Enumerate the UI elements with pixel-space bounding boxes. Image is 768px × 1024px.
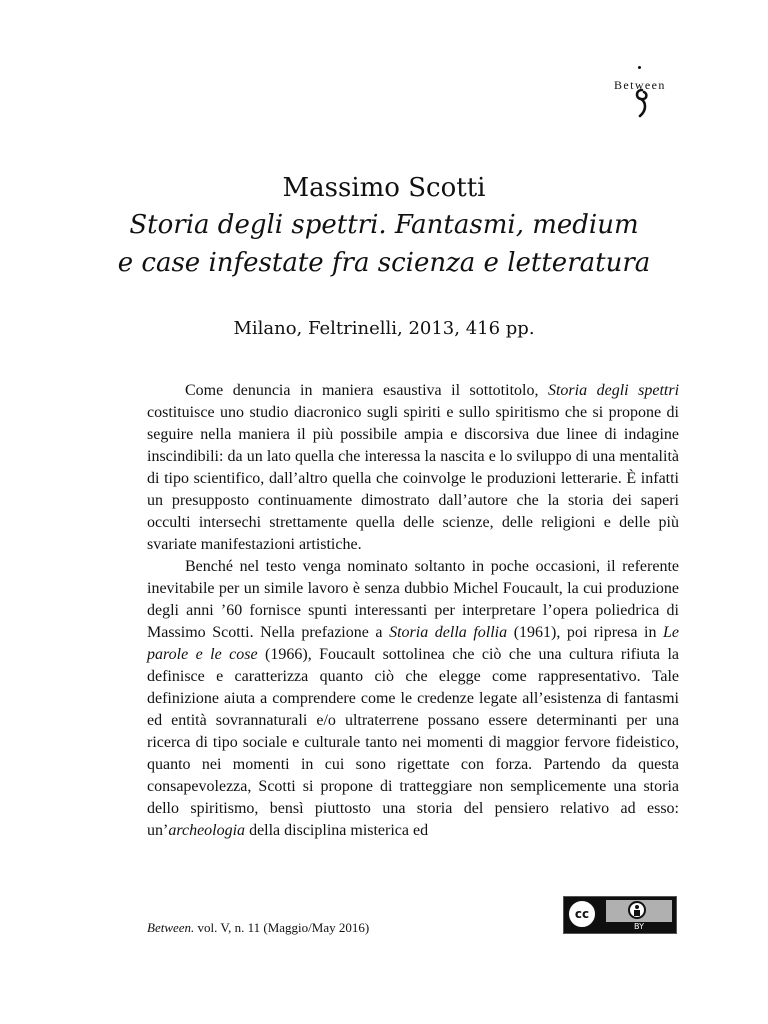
- paragraph-1: [147, 380, 679, 556]
- book-title-line-1: Storia degli spettri. Fantasmi, medium: [129, 210, 639, 240]
- journal-logo-text: Between: [614, 78, 666, 92]
- cc-icon: cc: [567, 899, 597, 929]
- book-title-line-2: e case infestate fra scienza e letteratura: [117, 248, 651, 278]
- p1-text-2: costituisce uno studio diacronico sugli spiriti e sullo spiritismo che si propone di seguire nella maniera il più possibile ampia e discorsiva due linee di indagine inscindibili: da un lato quella che interessa la nascita e lo sviluppo di una mentalità di tipo scientifico, dall’altro quella che coinvolge le produzioni letterarie. È infatti un presupposto continuamente dimostrato dall’autore che la storia dei saperi occulti intersechi strettamente quella delle scienze, delle religioni e delle più svariate manifestazioni artistiche.: [147, 404, 679, 553]
- p2-italic-term: archeologia: [168, 822, 246, 839]
- p2-text-3: (1966), Foucault sottolinea che ciò che una cultura rifiuta la definisce e caratterizza quanto ciò che elegge come rappresentativo. Tale definizione aiuta a comprendere come le credenze legate all’esistenza di fantasmi ed entità sovrannaturali e/o ultraterrene possano essere determinanti per una ricerca di tipo sociale e culturale tanto nei momenti di maggior fervore fideistico, quanto nei momenti in cui sono rigettate con forza. Partendo da questa consapevolezza, Scotti si propone di tratteggiare non semplicemente una storia dello spiritismo, bensì piuttosto una storia del pensiero relativo ad esso: un’: [147, 646, 679, 839]
- review-body: [147, 380, 679, 842]
- attribution-person-icon: [628, 901, 646, 919]
- logo-swirl-icon: [634, 88, 650, 118]
- journal-logo: [612, 66, 682, 122]
- p1-italic-title: Storia degli spettri: [547, 382, 680, 399]
- logo-dot: [638, 66, 641, 69]
- p2-italic-title-2: Le parole e le cose: [147, 624, 680, 663]
- footer-citation: [147, 918, 369, 938]
- p2-text-4: della disciplina misterica ed: [245, 822, 429, 839]
- p2-italic-title-1: Storia della follia: [389, 624, 508, 641]
- footer-volume-info: vol. V, n. 11 (Maggio/May 2016): [194, 920, 370, 935]
- paragraph-2: [147, 556, 679, 842]
- p2-text-2: (1961), poi ripresa in: [507, 624, 664, 641]
- by-label: BY: [634, 922, 644, 931]
- p2-text-1: Benché nel testo venga nominato soltanto in poche occasioni, il referente inevitabile per un simile lavoro è senza dubbio Michel Foucault, la cui produzione degli anni ’60 fornisce spunti interessanti per interpretare l’opera poliedrica di Massimo Scotti. Nella prefazione a: [147, 558, 679, 641]
- review-header: [0, 170, 768, 282]
- publication-info: Milano, Feltrinelli, 2013, 416 pp.: [233, 318, 535, 339]
- p1-text-1: Come denuncia in maniera esaustiva il sottotitolo,: [185, 382, 548, 399]
- person-head: [635, 905, 639, 909]
- book-author: Massimo Scotti: [282, 173, 486, 203]
- footer-journal-name: Between.: [147, 920, 195, 935]
- cc-by-license-badge[interactable]: [563, 896, 677, 934]
- person-body: [634, 910, 640, 916]
